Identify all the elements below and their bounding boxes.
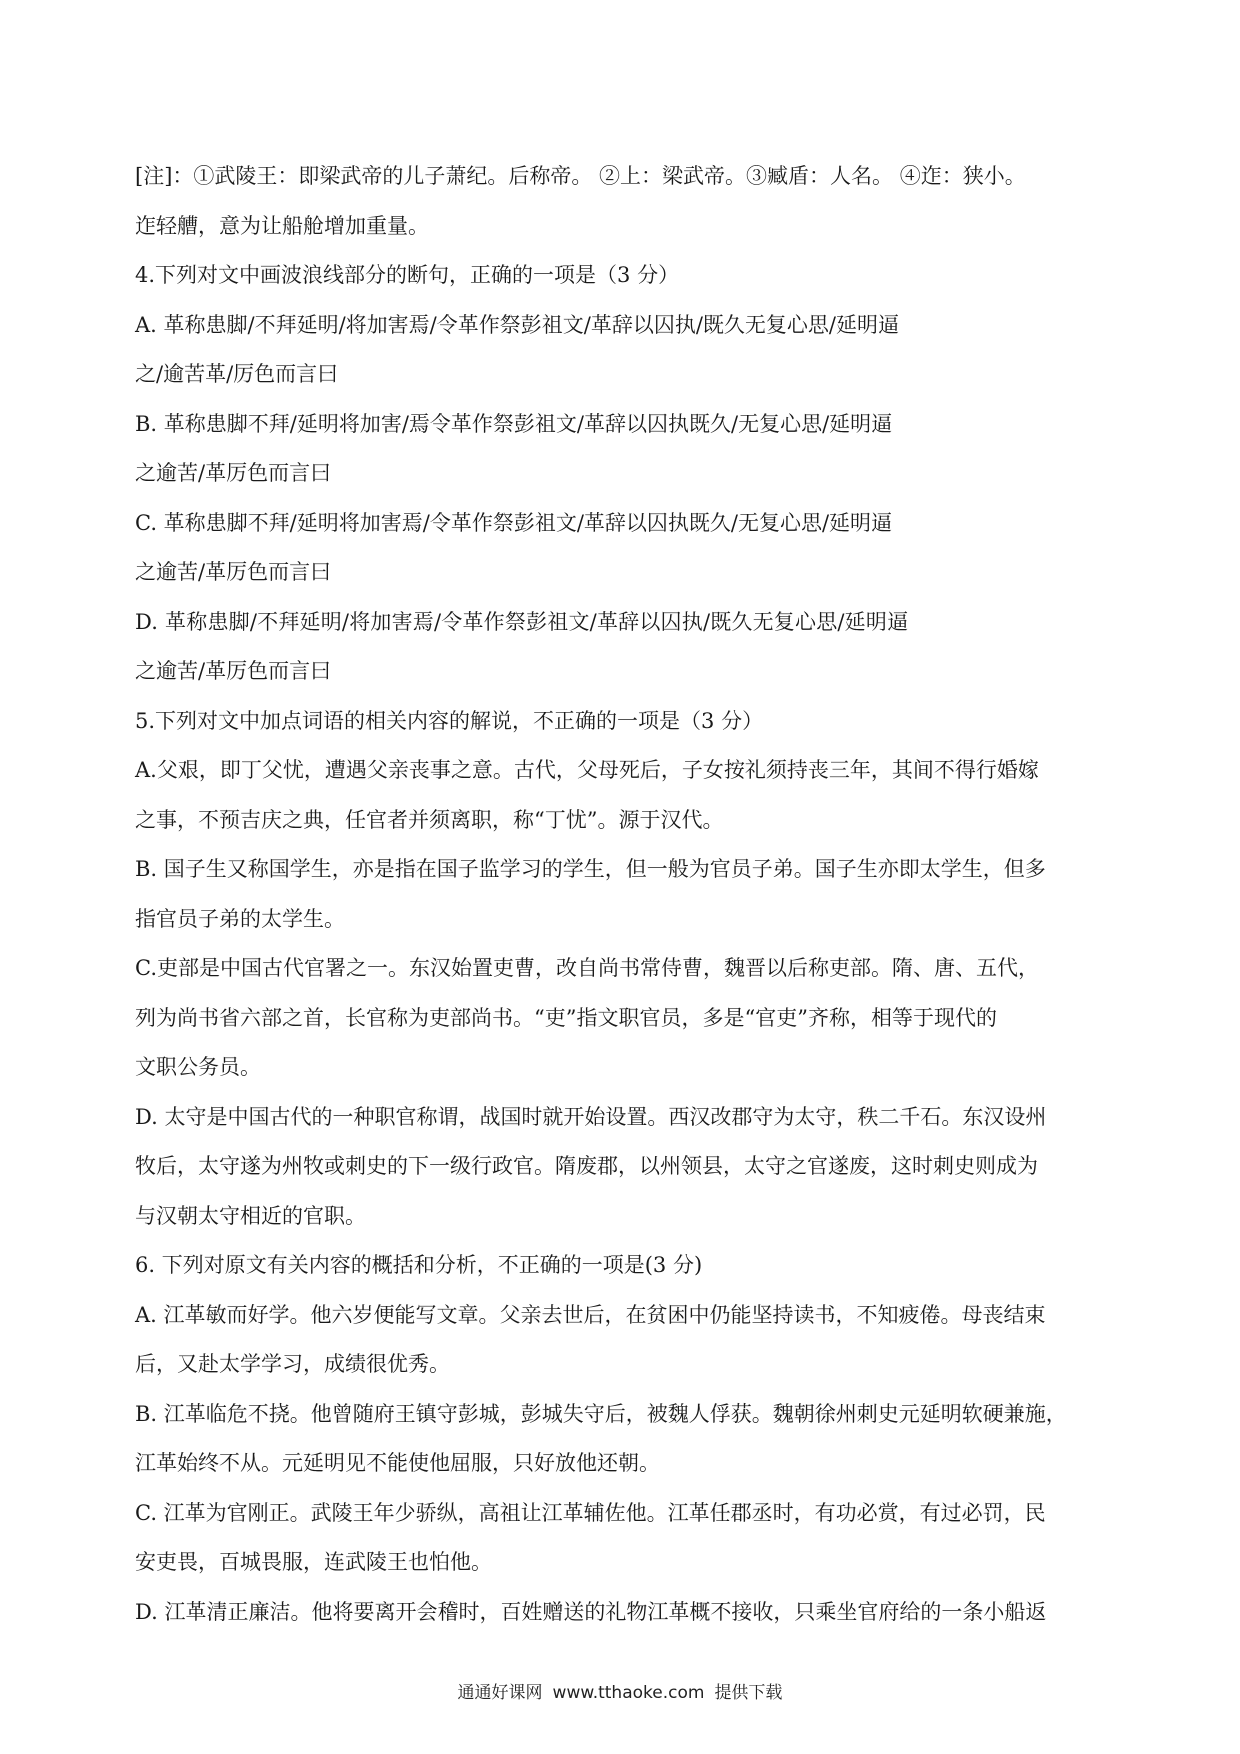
question-6-option-c-line-1: C. 江革为官刚正。武陵王年少骄纵，高祖让江革辅佐他。江革任郡丞时，有功必赏，有过必罚，民 bbox=[135, 1500, 1046, 1525]
question-5-option-d-line-2: 牧后，太守遂为州牧或刺史的下一级行政官。隋废郡，以州领县，太守之官遂废，这时刺史则成为 bbox=[135, 1154, 1038, 1178]
question-6-option-a-line-2: 后，又赴太学学习，成绩很优秀。 bbox=[135, 1352, 450, 1376]
question-4-option-d-line-2: 之逾苦/革厉色而言曰 bbox=[135, 659, 332, 683]
page-footer bbox=[0, 1678, 1240, 1703]
question-5-option-c-line-2: 列为尚书省六部之首，长官称为吏部尚书。“吏”指文职官员，多是“官吏”齐称，相等于现代的 bbox=[135, 1005, 997, 1030]
footer-site-name: 通通好课网 bbox=[457, 1683, 543, 1703]
question-4-stem: 4.下列对文中画波浪线部分的断句，正确的一项是（3 分） bbox=[135, 263, 680, 287]
question-4-option-c-line-2: 之逾苦/革厉色而言曰 bbox=[135, 560, 332, 584]
question-5-option-c-line-1: C.吏部是中国古代官署之一。东汉始置吏曹，改自尚书常侍曹，魏晋以后称吏部。隋、唐、五代， bbox=[135, 956, 1039, 980]
question-6-option-d-line-1: D. 江革清正廉洁。他将要离开会稽时，百姓赠送的礼物江革概不接收，只乘坐官府给的一条小船返 bbox=[135, 1599, 1047, 1624]
question-5-option-a-line-1: A.父艰，即丁父忧，遭遇父亲丧事之意。古代，父母死后，子女按礼须持丧三年，其间不得行婚嫁 bbox=[135, 758, 1039, 782]
question-5-option-b-line-2: 指官员子弟的太学生。 bbox=[135, 906, 345, 931]
question-5-stem: 5.下列对文中加点词语的相关内容的解说，不正确的一项是（3 分） bbox=[135, 708, 764, 733]
question-4-option-c-line-1: C. 革称患脚不拜/延明将加害焉/令革作祭彭祖文/革辞以囚执既久/无复心思/延明逼 bbox=[135, 510, 893, 535]
question-4-option-a-line-2: 之/逾苦革/厉色而言曰 bbox=[135, 362, 339, 386]
note-line-1: [注]：①武陵王：即梁武帝的儿子萧纪。后称帝。 ②上：梁武帝。③臧盾：人名。 ④迮：狭小。 bbox=[135, 164, 1026, 188]
question-6-option-b-line-2: 江革始终不从。元延明见不能使他屈服，只好放他还朝。 bbox=[135, 1451, 660, 1475]
question-4-option-d-line-1: D. 革称患脚/不拜延明/将加害焉/令革作祭彭祖文/革辞以囚执/既久无复心思/延明逼 bbox=[135, 609, 909, 634]
question-6-option-a-line-1: A. 江革敏而好学。他六岁便能写文章。父亲去世后，在贫困中仍能坚持读书，不知疲倦。母丧结束 bbox=[135, 1302, 1046, 1327]
question-6-option-b-line-1: B. 江革临危不挠。他曾随府王镇守彭城，彭城失守后，被魏人俘获。魏朝徐州刺史元延明软硬兼施， bbox=[135, 1401, 1067, 1426]
question-5-option-b-line-1: B. 国子生又称国学生，亦是指在国子监学习的学生，但一般为官员子弟。国子生亦即太学生，但多 bbox=[135, 857, 1046, 881]
question-6-option-c-line-2: 安吏畏，百城畏服，连武陵王也怕他。 bbox=[135, 1550, 492, 1574]
question-4-option-b-line-1: B. 革称患脚不拜/延明将加害/焉令革作祭彭祖文/革辞以囚执既久/无复心思/延明逼 bbox=[135, 411, 893, 436]
question-4-option-a-line-1: A. 革称患脚/不拜延明/将加害焉/令革作祭彭祖文/革辞以囚执/既久无复心思/延明逼 bbox=[135, 312, 899, 337]
note-line-2: 迮轻艚，意为让船舱增加重量。 bbox=[135, 213, 429, 238]
document-body bbox=[135, 152, 1105, 1637]
question-5-option-d-line-3: 与汉朝太守相近的官职。 bbox=[135, 1203, 366, 1228]
question-4-option-b-line-2: 之逾苦/革厉色而言曰 bbox=[135, 461, 332, 485]
question-5-option-c-line-3: 文职公务员。 bbox=[135, 1055, 261, 1079]
question-5-option-a-line-2: 之事，不预吉庆之典，任官者并须离职，称“丁忧”。源于汉代。 bbox=[135, 807, 724, 832]
footer-url[interactable]: www.tthaoke.com bbox=[552, 1683, 705, 1703]
footer-suffix: 提供下载 bbox=[714, 1683, 783, 1703]
question-5-option-d-line-1: D. 太守是中国古代的一种职官称谓，战国时就开始设置。西汉改郡守为太守，秩二千石。东汉设州 bbox=[135, 1104, 1047, 1129]
question-6-stem: 6. 下列对原文有关内容的概括和分析，不正确的一项是(3 分) bbox=[135, 1253, 703, 1277]
